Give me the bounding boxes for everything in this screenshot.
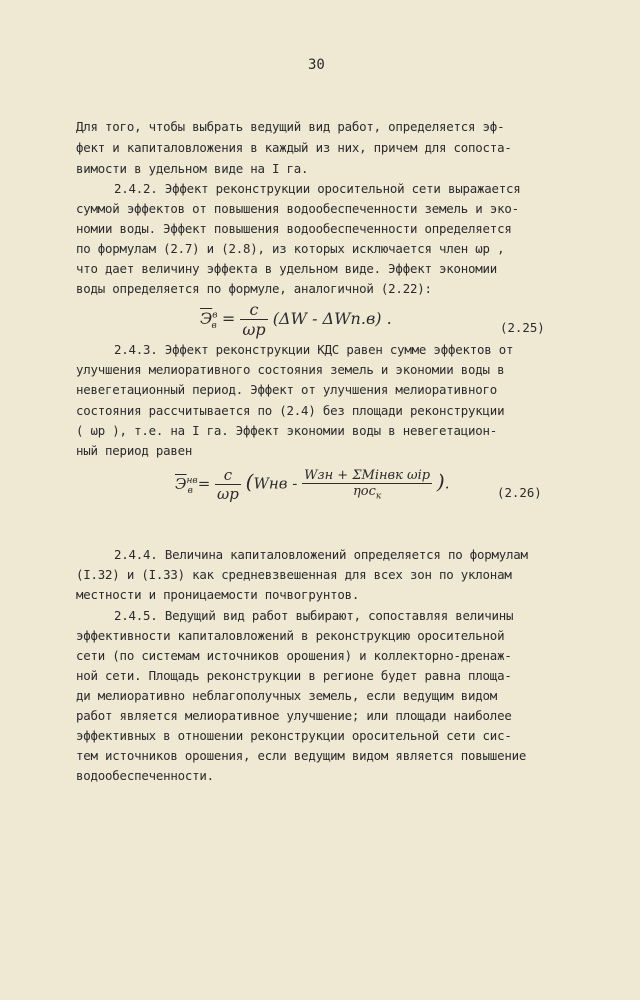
text-line: эффективности капиталовложений в реконструкцию оросительной xyxy=(76,628,505,643)
text-line: ( ωр ), т.е. на I га. Эффект экономии воды в невегетацион- xyxy=(76,423,498,438)
text-line: состояния рассчитывается по (2.4) без площади реконструкции xyxy=(76,403,505,418)
formula-lhs: $Э^в_в$ xyxy=(200,309,218,332)
text-line: Для того, чтобы выбрать ведущий вид работ, определяется эф- xyxy=(76,119,505,134)
text-line: ди мелиоративно неблагополучных земель, если ведущим видом xyxy=(76,688,498,703)
text-line: тем источников орошения, если ведущим видом является повышение xyxy=(76,748,527,763)
text-line: что дает величину эффекта в удельном виде. Эффект экономии xyxy=(76,261,498,276)
text-line: местности и проницаемости почвогрунтов. xyxy=(76,587,360,602)
text-line: водообеспеченности. xyxy=(76,768,214,783)
formula-body: (ΔW - ΔWп.в) xyxy=(272,309,382,328)
text-line: 2.4.5. Ведущий вид работ выбирают, сопоставляя величины xyxy=(114,608,514,623)
text-line: невегетационный период. Эффект от улучшения мелиоративного xyxy=(76,382,498,397)
equation-number: (2.26) xyxy=(497,485,542,500)
text-line: суммой эффектов от повышения водообеспеченности земель и эко- xyxy=(76,201,519,216)
text-line: (I.32) и (I.33) как средневзвешенная для всех зон по уклонам xyxy=(76,567,512,582)
text-line: ный период равен xyxy=(76,443,193,458)
text-line: номии воды. Эффект повышения водообеспеченности определяется xyxy=(76,221,512,236)
text-line: фект и капиталовложения в каждый из них, причем для сопоста- xyxy=(76,140,512,155)
formula-2-26: $Э^{нв}_в$ = $\frac{c}{\omega р}$ (Wнв - $\frac{\text{Wзн + ΣMiнвк ωiр}}{\eta ос_к}$ ). xyxy=(175,466,450,503)
formula-fraction: $\frac{c}{\omega р}$ xyxy=(217,466,239,503)
formula-lhs: $Э^{нв}_в$ xyxy=(175,474,198,496)
text-line: сети (по системам источников орошения) и коллекторно-дренаж- xyxy=(76,648,512,663)
text-line: улучшения мелиоративного состояния земель и экономии воды в xyxy=(76,362,505,377)
text-line: работ является мелиоративное улучшение; или площади наиболее xyxy=(76,708,512,723)
text-line: 2.4.3. Эффект реконструкции КДС равен сумме эффектов от xyxy=(114,342,514,357)
equation-number: (2.25) xyxy=(500,320,545,335)
text-line: 2.4.2. Эффект реконструкции оросительной сети выражается xyxy=(114,181,521,196)
formula-2-25: $Э^в_в$ = $\frac{c}{\omega р}$ (ΔW - ΔWп.в) . xyxy=(200,300,392,339)
text-line: эффективных в отношении реконструкции оросительной сети сис- xyxy=(76,728,512,743)
text-line: по формулам (2.7) и (2.8), из которых исключается член ωр , xyxy=(76,241,505,256)
formula-inner-fraction: $\frac{\text{Wзн + ΣMiнвк ωiр}}{\eta ос_к}$ xyxy=(304,467,431,502)
text-line: ной сети. Площадь реконструкции в регионе будет равна площа- xyxy=(76,668,512,683)
formula-fraction: $\frac{c}{\omega р}$ xyxy=(242,300,266,339)
text-line: вимости в удельном виде на I га. xyxy=(76,161,309,176)
text-line: 2.4.4. Величина капиталовложений определяется по формулам xyxy=(114,547,528,562)
page-number: 30 xyxy=(308,57,325,73)
text-line: воды определяется по формуле, аналогичной (2.22): xyxy=(76,281,432,296)
